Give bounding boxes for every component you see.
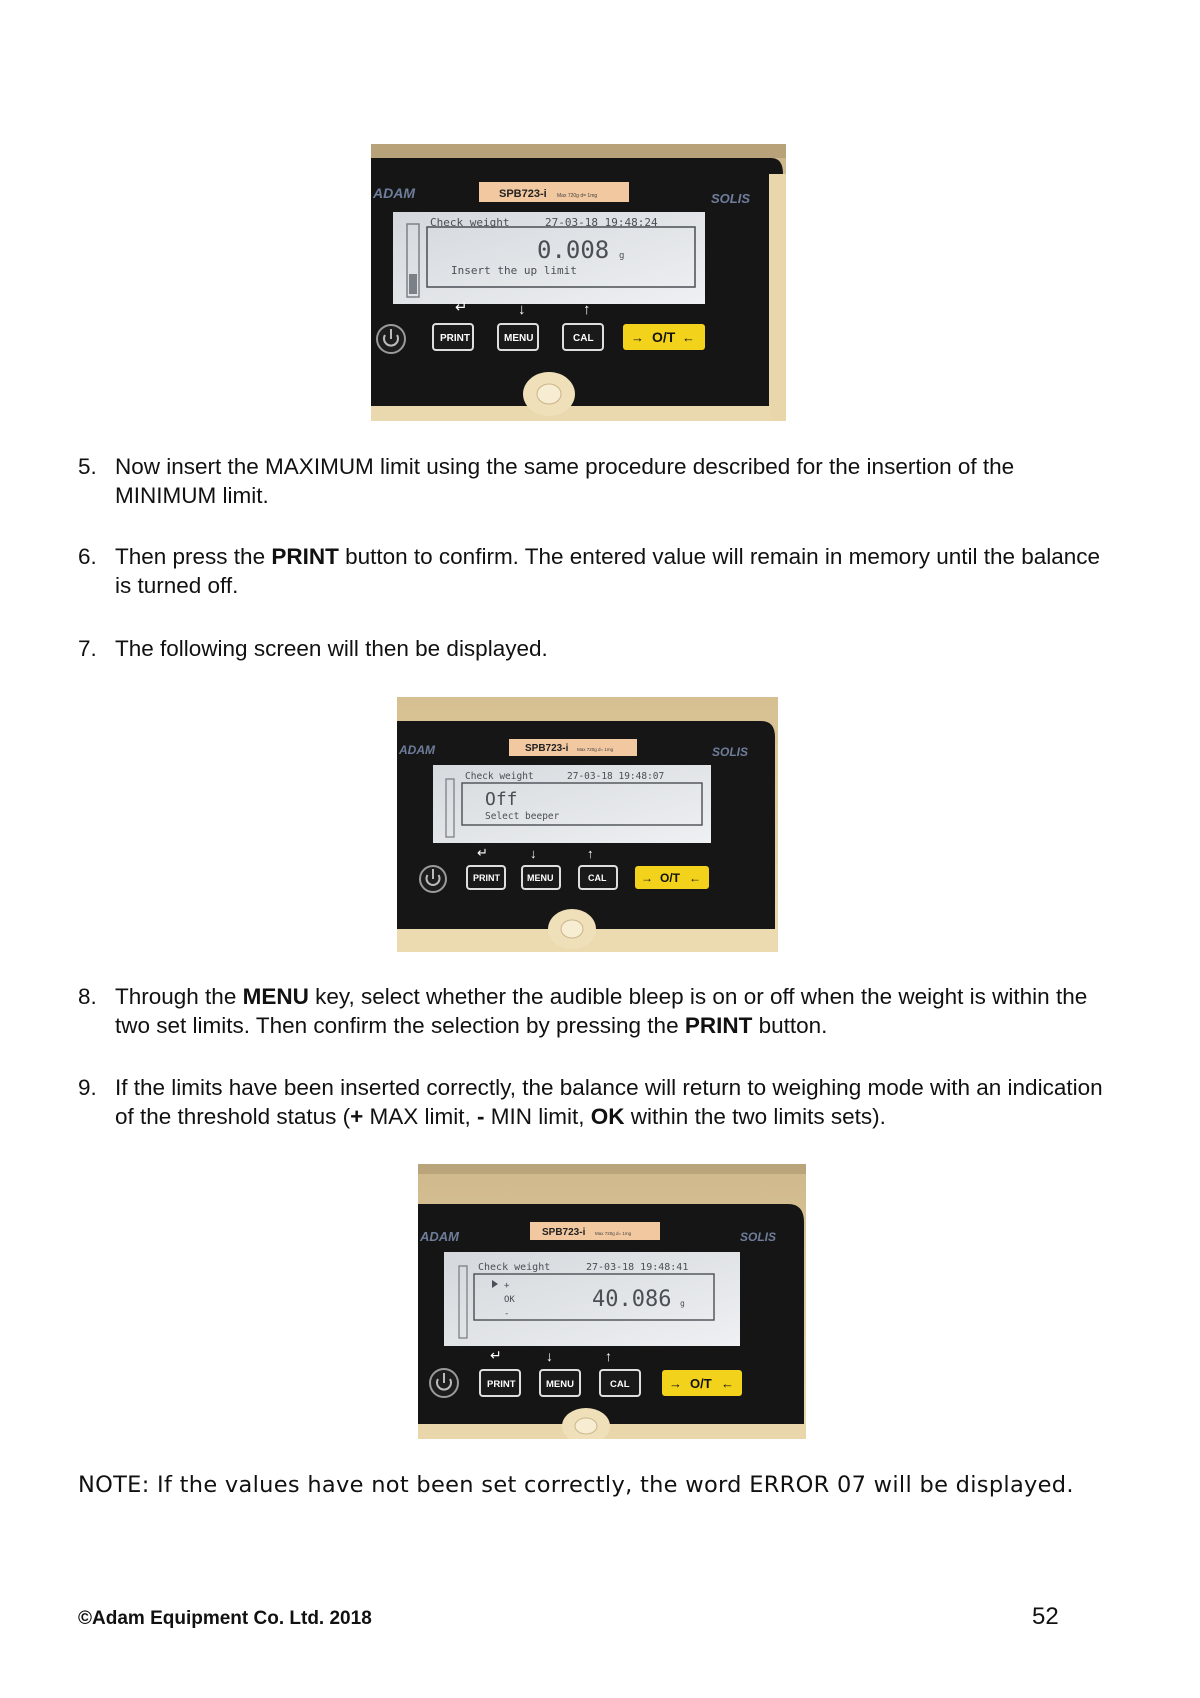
down-arrow-icon: ↓ <box>546 1348 553 1364</box>
lcd-message: Select beeper <box>485 811 560 822</box>
brand-adam-logo: ADAM <box>399 743 435 757</box>
balance-display-illustration <box>418 1164 806 1439</box>
lcd-status-ok: OK <box>504 1295 515 1305</box>
page-number: 52 <box>1032 1603 1059 1630</box>
print-key[interactable] <box>467 866 505 889</box>
footer-copyright: ©Adam Equipment Co. Ltd. 2018 <box>78 1608 372 1629</box>
svg-text:O/T: O/T <box>652 329 676 345</box>
brand-solis-logo: SOLIS <box>711 191 751 206</box>
menu-key[interactable] <box>522 866 560 889</box>
lcd-value: Off <box>485 789 518 810</box>
step-7 <box>78 634 1108 663</box>
enter-arrow-icon: ↵ <box>477 845 488 860</box>
model-name: SPB723-i <box>542 1227 586 1238</box>
text-run: If the limits have been inserted correctly, the balance will return to weighing mode with an indication of the threshold status ( <box>115 1075 1103 1129</box>
step-6 <box>78 542 1108 600</box>
zero-tare-key[interactable] <box>662 1370 742 1396</box>
lcd-unit: g <box>680 1299 685 1308</box>
text-run: MAX limit, <box>363 1104 478 1129</box>
step-text <box>115 542 1108 600</box>
text-run: within the two limits sets). <box>624 1104 886 1129</box>
balance-photo-select-beeper <box>397 697 778 952</box>
lcd-title: Check weight <box>478 1262 551 1273</box>
print-key[interactable] <box>480 1370 520 1396</box>
balance-display-illustration <box>371 144 786 421</box>
lcd-datetime: 27-03-18 19:48:24 <box>545 216 658 229</box>
step-text: The following screen will then be displayed. <box>115 636 548 661</box>
svg-text:←: ← <box>689 871 701 885</box>
svg-text:CAL: CAL <box>610 1379 630 1390</box>
lcd-datetime: 27-03-18 19:48:07 <box>567 771 665 782</box>
power-button[interactable] <box>377 325 405 353</box>
svg-text:MENU: MENU <box>504 333 534 344</box>
lcd-unit: g <box>619 251 625 261</box>
lcd-weight-value: 40.086 <box>592 1287 672 1312</box>
down-arrow-icon: ↓ <box>518 301 526 318</box>
up-arrow-icon: ↑ <box>605 1348 612 1364</box>
balance-photo-upper-limit <box>371 144 786 421</box>
svg-text:CAL: CAL <box>573 333 594 344</box>
svg-text:PRINT: PRINT <box>440 333 470 344</box>
minus-keyword: - <box>477 1104 485 1129</box>
menu-key[interactable] <box>540 1370 580 1396</box>
cal-key[interactable] <box>600 1370 640 1396</box>
svg-text:PRINT: PRINT <box>487 1379 516 1390</box>
step-number: 5. <box>78 454 97 479</box>
step-text <box>115 982 1108 1040</box>
text-run: key, select whether the audible bleep is on or off when the weight is within the two set limits. Then confirm the selection by pressing the <box>115 984 1088 1038</box>
balance-display-illustration <box>397 697 778 952</box>
lcd-message: Insert the up limit <box>451 264 577 277</box>
svg-text:PRINT: PRINT <box>473 873 500 883</box>
balance-photo-weighing-mode <box>418 1164 806 1439</box>
text-run: Then press the <box>115 544 272 569</box>
step-5 <box>78 452 1108 510</box>
svg-text:O/T: O/T <box>690 1376 712 1391</box>
brand-solis-logo: SOLIS <box>740 1230 777 1244</box>
svg-text:→: → <box>641 871 653 885</box>
svg-text:←: ← <box>721 1376 734 1391</box>
lcd-title: Check weight <box>465 771 534 782</box>
svg-text:O/T: O/T <box>660 871 680 885</box>
print-key[interactable] <box>433 324 473 350</box>
step-text: Now insert the MAXIMUM limit using the same procedure described for the insertion of the MINIMUM limit. <box>115 454 1015 508</box>
power-button[interactable] <box>430 1369 458 1397</box>
text-run: MIN limit, <box>484 1104 591 1129</box>
lcd-status-plus: + <box>504 1281 510 1291</box>
enter-arrow-icon: ↵ <box>455 299 468 316</box>
model-spec: Max 720g d= 1mg <box>595 1231 632 1236</box>
svg-text:MENU: MENU <box>546 1379 574 1390</box>
svg-text:→: → <box>669 1376 682 1391</box>
svg-text:←: ← <box>682 330 695 345</box>
svg-text:CAL: CAL <box>588 873 607 883</box>
brand-adam-logo: ADAM <box>420 1229 459 1244</box>
lcd-status-minus: - <box>504 1309 510 1319</box>
lcd-datetime: 27-03-18 19:48:41 <box>586 1262 689 1273</box>
model-name: SPB723-i <box>499 188 547 200</box>
up-arrow-icon: ↑ <box>583 301 591 318</box>
step-number: 8. <box>78 984 97 1009</box>
step-number: 7. <box>78 636 97 661</box>
menu-key[interactable] <box>498 324 538 350</box>
print-keyword: PRINT <box>271 544 339 569</box>
text-run: button. <box>752 1013 828 1038</box>
step-8 <box>78 982 1108 1040</box>
svg-text:MENU: MENU <box>527 873 554 883</box>
note-text: NOTE: If the values have not been set correctly, the word ERROR 07 will be displayed. <box>78 1472 1074 1498</box>
step-9 <box>78 1073 1108 1131</box>
model-spec: Max 720g d= 1mg <box>557 193 598 199</box>
ok-keyword: OK <box>590 1104 625 1129</box>
up-arrow-icon: ↑ <box>587 846 594 861</box>
plus-keyword: + <box>350 1104 364 1129</box>
step-number: 6. <box>78 544 97 569</box>
model-name: SPB723-i <box>525 743 569 754</box>
cal-key[interactable] <box>579 866 617 889</box>
enter-arrow-icon: ↵ <box>490 1347 502 1363</box>
menu-keyword: MENU <box>242 984 309 1009</box>
zero-tare-key[interactable] <box>623 324 705 350</box>
cal-key[interactable] <box>563 324 603 350</box>
print-keyword: PRINT <box>684 1013 753 1038</box>
brand-solis-logo: SOLIS <box>712 745 749 759</box>
step-text <box>115 1073 1108 1131</box>
brand-adam-logo: ADAM <box>373 185 415 201</box>
text-run: button to confirm. The entered value will remain in memory until the balance is turned off. <box>115 544 1101 598</box>
svg-text:→: → <box>631 330 644 345</box>
step-number: 9. <box>78 1075 97 1100</box>
down-arrow-icon: ↓ <box>530 846 537 861</box>
zero-tare-key[interactable] <box>635 866 709 889</box>
model-spec: Max 720g d= 1mg <box>577 747 614 752</box>
text-run: Through the <box>115 984 243 1009</box>
power-button[interactable] <box>420 866 446 892</box>
lcd-title: Check weight <box>430 216 510 229</box>
lcd-weight-value: 0.008 <box>537 236 610 264</box>
